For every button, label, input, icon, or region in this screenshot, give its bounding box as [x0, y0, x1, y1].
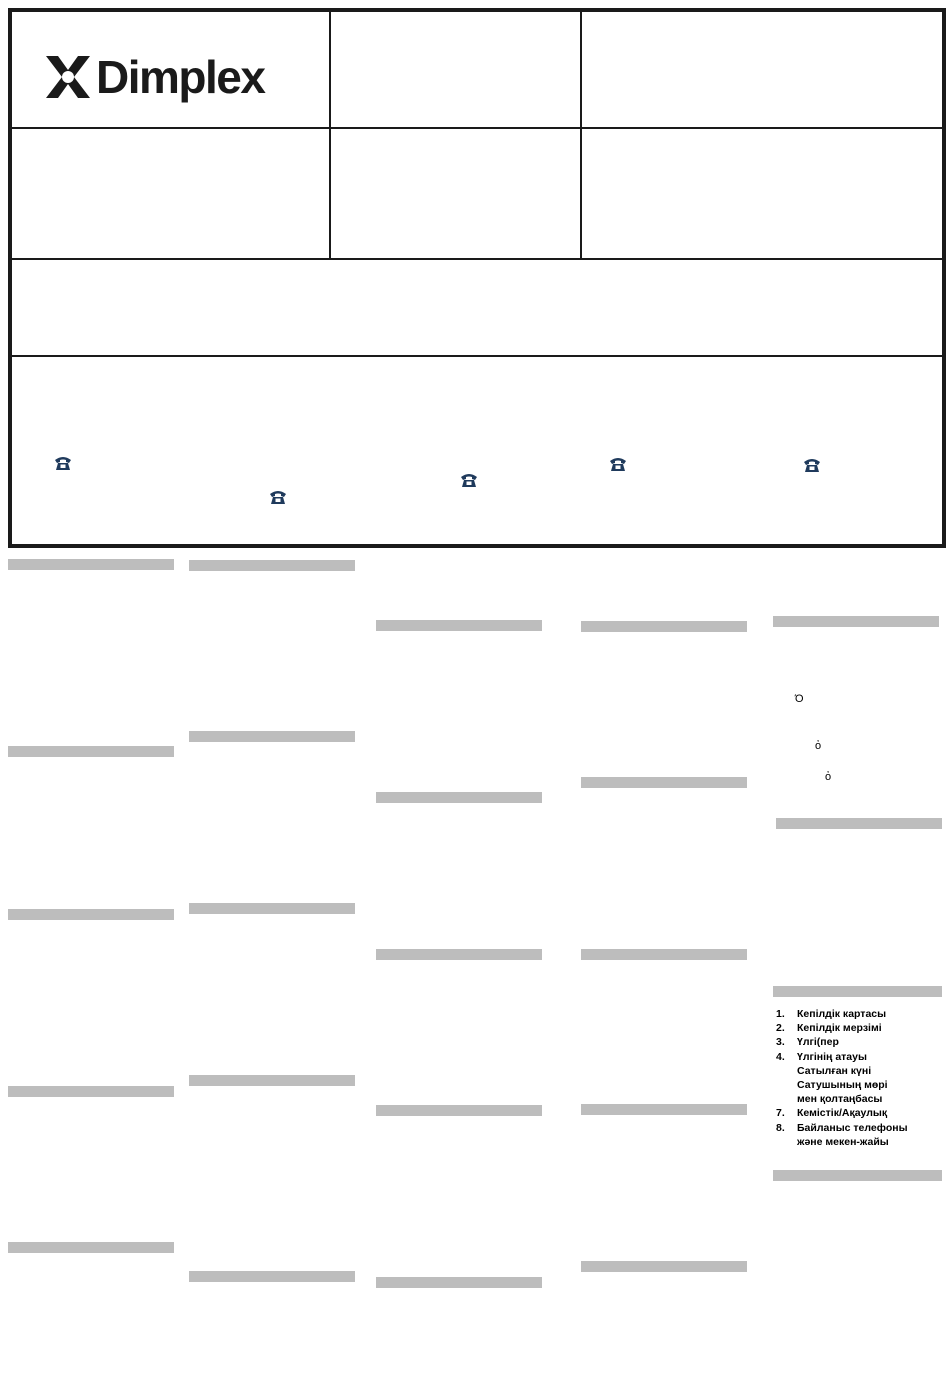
- section-bar: [376, 1105, 542, 1116]
- list-item: Сатылған күні: [797, 1064, 872, 1077]
- stray-glyph: ὀ: [825, 771, 832, 783]
- section-bar: [581, 1261, 747, 1272]
- frame-divider: [12, 355, 942, 357]
- section-bar: [189, 1075, 355, 1086]
- list-item: 1. Кепілдік картасы: [776, 1008, 887, 1020]
- warranty-card-list: [776, 1007, 908, 1149]
- section-bar: [8, 559, 174, 570]
- brand-logo: [44, 51, 265, 103]
- brand-name: Dimplex: [96, 51, 265, 103]
- list-item: 8. Байланыс телефоны: [776, 1121, 908, 1134]
- section-bar: [189, 903, 355, 914]
- list-item: мен қолтаңбасы: [797, 1093, 883, 1106]
- section-bar: [376, 792, 542, 803]
- section-bar: [189, 731, 355, 742]
- section-bar: [189, 560, 355, 571]
- telephone-icon: [269, 489, 287, 505]
- section-bar: [376, 1277, 542, 1288]
- frame-divider: [329, 12, 331, 258]
- list-item: және мекен-жайы: [797, 1135, 889, 1148]
- list-item: 4. Үлгінің атауы: [776, 1050, 867, 1063]
- section-bar: [581, 1104, 747, 1115]
- section-bar: [8, 909, 174, 920]
- frame-divider: [12, 258, 942, 260]
- frame-divider: [12, 127, 942, 129]
- list-item: 7. Кемістік/Ақаулық: [776, 1107, 888, 1120]
- section-bar: [8, 1242, 174, 1253]
- section-bar: [8, 1086, 174, 1097]
- list-item: 3. Үлгі(пер: [776, 1036, 839, 1049]
- section-bar: [776, 818, 942, 829]
- section-bar: [773, 616, 939, 627]
- list-item: 2. Кепілдік мерзімі: [776, 1022, 882, 1035]
- stray-glyph: Ό: [795, 693, 804, 705]
- section-bar: [581, 621, 747, 632]
- telephone-icon: [609, 456, 627, 472]
- stray-glyph: ὀ: [815, 740, 822, 752]
- section-bar: [376, 949, 542, 960]
- frame-divider: [580, 12, 582, 258]
- section-bar: [376, 620, 542, 631]
- section-bar: [773, 986, 942, 997]
- section-bar: [581, 777, 747, 788]
- list-item: Сатушының мөрі: [797, 1079, 888, 1092]
- section-bar: [8, 746, 174, 757]
- telephone-icon: [460, 472, 478, 488]
- section-bar: [581, 949, 747, 960]
- section-bar: [189, 1271, 355, 1282]
- dimplex-mark-icon: [44, 54, 94, 100]
- telephone-icon: [54, 455, 72, 471]
- section-bar: [773, 1170, 942, 1181]
- telephone-icon: [803, 457, 821, 473]
